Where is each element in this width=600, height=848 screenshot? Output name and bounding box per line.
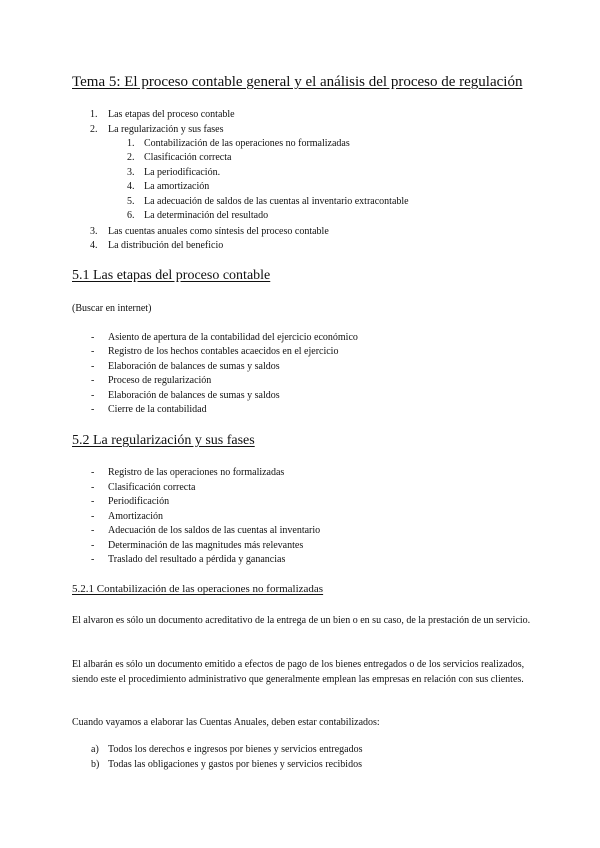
page-title: Tema 5: El proceso contable general y el análisis del proceso de regulación [72,74,523,90]
bullet-marker: - [91,540,95,551]
list-marker: a) [91,744,99,755]
list-item: Determinación de las magnitudes más relevantes [108,540,304,551]
toc-number: 1. [90,109,98,120]
bullet-marker: - [91,554,95,565]
paragraph: El alvaron es sólo un documento acreditativo de la entrega de un bien o en su caso, de la prestación de un servicio. [72,615,531,626]
bullet-marker: - [91,375,95,386]
list-item: Periodificación [108,496,170,507]
bullet-marker: - [91,511,95,522]
list-item: Clasificación correcta [108,482,196,493]
toc-number: 3. [90,226,98,237]
bullet-marker: - [91,482,95,493]
list-item: Adecuación de los saldos de las cuentas al inventario [108,525,321,536]
bullet-marker: - [91,467,95,478]
bullet-marker: - [91,361,95,372]
toc-subitem: Contabilización de las operaciones no formalizadas [144,138,350,149]
list-item: Registro de las operaciones no formalizadas [108,467,285,478]
list-item: Amortización [108,511,163,522]
section-note: (Buscar en internet) [72,303,152,314]
list-item: Cierre de la contabilidad [108,404,207,415]
bullet-marker: - [91,404,95,415]
bullet-marker: - [91,346,95,357]
toc-subnumber: 1. [127,138,135,149]
toc-subitem: La periodificación. [144,167,221,178]
list-item: Registro de los hechos contables acaecidos en el ejercicio [108,346,339,357]
toc-item: La distribución del beneficio [108,240,224,251]
list-item: Asiento de apertura de la contabilidad del ejercicio económico [108,332,358,343]
subsection-heading: 5.2.1 Contabilización de las operaciones no formalizadas [72,583,324,595]
toc-subitem: La amortización [144,181,210,192]
toc-item: Las etapas del proceso contable [108,109,235,120]
list-item: Todos los derechos e ingresos por bienes y servicios entregados [108,744,363,755]
toc-subnumber: 3. [127,167,135,178]
toc-subnumber: 5. [127,196,135,207]
toc-subnumber: 6. [127,210,135,221]
list-item: Elaboración de balances de sumas y saldos [108,361,280,372]
paragraph: Cuando vayamos a elaborar las Cuentas Anuales, deben estar contabilizados: [72,717,380,728]
section-heading: 5.2 La regularización y sus fases [72,433,255,448]
toc-subitem: La determinación del resultado [144,210,269,221]
toc-item: La regularización y sus fases [108,124,224,135]
toc-subitem: La adecuación de saldos de las cuentas al inventario extracontable [144,196,409,207]
toc-subnumber: 4. [127,181,135,192]
bullet-marker: - [91,496,95,507]
list-item: Elaboración de balances de sumas y saldos [108,390,280,401]
list-item: Todas las obligaciones y gastos por bienes y servicios recibidos [108,759,362,770]
paragraph: El albarán es sólo un documento emitido a efectos de pago de los bienes entregados o de los servicios realizados, siendo este el procedimiento administrativo que generalmente emplean las empresas en relación con sus clientes. [72,659,525,685]
section-heading: 5.1 Las etapas del proceso contable [72,268,271,283]
toc-subnumber: 2. [127,152,135,163]
bullet-marker: - [91,525,95,536]
list-marker: b) [91,759,100,770]
bullet-marker: - [91,390,95,401]
list-item: Traslado del resultado a pérdida y ganancias [108,554,286,565]
toc-number: 2. [90,124,98,135]
toc-subitem: Clasificación correcta [144,152,232,163]
toc-item: Las cuentas anuales como síntesis del proceso contable [108,226,329,237]
toc-number: 4. [90,240,98,251]
bullet-marker: - [91,332,95,343]
list-item: Proceso de regularización [108,375,212,386]
